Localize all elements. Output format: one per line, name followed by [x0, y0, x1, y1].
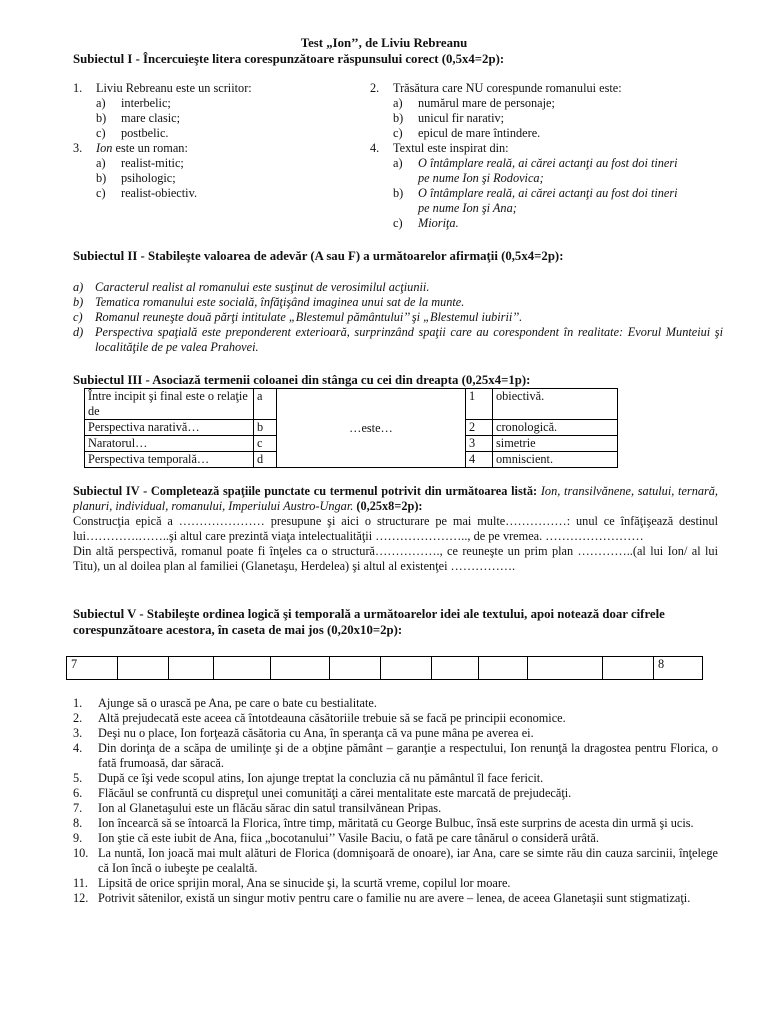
idea-item: 2. Altă prejudecată este aceea că întotdeauna căsătoriile trebuie să se facă pe principii economice. [73, 711, 566, 725]
answer-cell[interactable] [432, 657, 479, 680]
question-text: Liviu Rebreanu este un scriitor: [96, 81, 252, 95]
answer-cell[interactable] [118, 657, 169, 680]
s1-question-2: 2. Trăsătura care NU corespunde romanului este: [370, 81, 622, 95]
answer-cell[interactable] [214, 657, 271, 680]
idea-item: 1. Ajunge să o urască pe Ana, pe care o bate cu bestialitate. [73, 696, 377, 710]
question-text: Trăsătura care NU corespunde romanului este: [393, 81, 622, 95]
idea-item: 9. Ion ştie că este iubit de Ana, fiica „bocotanului’’ Vasile Baciu, o fată pe care tânărul o consideră urâtă. [73, 831, 599, 845]
association-table [84, 388, 618, 468]
option-1c[interactable]: c) postbelic. [96, 126, 169, 140]
right-number: 4 [466, 452, 493, 468]
table-row [85, 389, 618, 420]
s3-heading: Subiectul III - Asociază termenii coloanei din stânga cu cei din dreapta (0,25x4=1p): [73, 373, 531, 387]
s1-left-column [73, 81, 353, 201]
statement-d: d) Perspectiva spaţială este preponderent exterioară, surprinzând spaţii care au corespondent în realitate: Evorul Munteiui şi localităţile de pe valea Prahovei. [73, 325, 723, 354]
left-letter: c [254, 436, 277, 452]
answer-cell[interactable] [381, 657, 432, 680]
right-term: cronologică. [493, 420, 618, 436]
idea-item: 8. Ion încearcă să se întoarcă la Florica, între timp, măritată cu George Bulbuc, însă este surprins de acesta din urmă şi ucis. [73, 816, 694, 830]
answer-cell[interactable] [479, 657, 528, 680]
s4-paragraph-1[interactable]: Construcţia epică a ………………… presupune şi aici o structurare pe mai multe……………: unul ce înfăţişează destinul lui………….……..şi altul care prezintă viaţa intelectualităţii ………………….., de pe vremea. …………………… [73, 514, 718, 543]
s4-paragraph-2[interactable]: Din altă perspectivă, romanul poate fi înţeles ca o structură……………., ce reuneşte un prim plan …………..(al lui Ion/ al lui Titu), un al doilea plan al familiei (Glanetaşu, Herdelea) şi altul al existenţei ……………. [73, 544, 718, 573]
option-2b[interactable]: b) unicul fir narativ; [393, 111, 505, 125]
answer-cell[interactable] [271, 657, 330, 680]
idea-item: 4. Din dorinţa de a scăpa de umilinţe şi de a obţine pământ – garanţie a respectului, Ion renunţă la dragostea pentru Florica, o fată frumoasă, dar săracă. [73, 741, 718, 770]
idea-item: 10. La nuntă, Ion joacă mai mult alături de Florica (domnişoară de onoare), iar Ana, care se simte rău din cauza sarcinii, înţelege că Ion încă o iubeşte pe cealaltă. [73, 846, 718, 875]
left-letter: a [254, 389, 277, 420]
right-term: simetrie [493, 436, 618, 452]
left-term: Naratorul… [85, 436, 254, 452]
s1-question-1: 1. Liviu Rebreanu este un scriitor: [73, 81, 252, 95]
s4-heading-line [73, 484, 718, 514]
idea-item: 11. Lipsită de orice sprijin moral, Ana se sinucide şi, la scurtă vreme, copilul lor moare. [73, 876, 511, 890]
answer-cell[interactable]: 7 [67, 657, 118, 680]
s4-heading: Subiectul IV - Completează spaţiile punctate cu termenul potrivit din următoarea listă: [73, 484, 538, 498]
option-1a[interactable]: a) interbelic; [96, 96, 171, 110]
idea-item: 7. Ion al Glanetaşului este un flăcău sărac din satul transilvănean Pripas. [73, 801, 442, 815]
left-term: Între incipit şi final este o relaţie de [85, 389, 254, 420]
statement-c: c) Romanul reuneşte două părţi intitulate „Blestemul pământului’’ şi „Blestemul iubirii’’. [73, 310, 523, 324]
statement-a: a) Caracterul realist al romanului este susţinut de verosimilul acţiunii. [73, 280, 430, 294]
option-3c[interactable]: c) realist-obiectiv. [96, 186, 198, 200]
answer-cell[interactable] [528, 657, 603, 680]
option-2a[interactable]: a) numărul mare de personaje; [393, 96, 555, 110]
statement-b: b) Tematica romanului este socială, înfăţişând imaginea unui sat de la munte. [73, 295, 465, 309]
answer-row [67, 657, 703, 680]
option-2c[interactable]: c) epicul de mare întindere. [393, 126, 541, 140]
s2-heading: Subiectul II - Stabileşte valoarea de adevăr (A sau F) a următoarelor afirmaţii (0,5x4=2p): [73, 249, 564, 263]
s1-heading: Subiectul I - Încercuieşte litera corespunzătoare răspunsului corect (0,5x4=2p): [73, 52, 505, 66]
s1-question-4: 4. Textul este inspirat din: [370, 141, 509, 155]
right-number: 3 [466, 436, 493, 452]
novel-title: Ion [96, 141, 113, 155]
s5-ideas-list [73, 696, 718, 906]
answer-cell[interactable]: 8 [654, 657, 703, 680]
right-number: 2 [466, 420, 493, 436]
answer-cell[interactable] [169, 657, 214, 680]
s1-right-column [370, 81, 710, 231]
right-term: obiectivă. [493, 389, 618, 420]
option-3a[interactable]: a) realist-mitic; [96, 156, 184, 170]
idea-item: 5. După ce îşi vede scopul atins, Ion ajunge treptat la concluzia că nu pământul îl face fericit. [73, 771, 544, 785]
idea-item: 12. Potrivit sătenilor, există un singur motiv pentru care o familie nu are avere – lenea, de aceea Glanetaşii sunt stigmatizaţi. [73, 891, 691, 905]
option-4c[interactable]: c) Mioriţa. [393, 216, 459, 230]
question-text: este un roman: [112, 141, 188, 155]
s1-question-3: 3. Ion este un roman: [73, 141, 188, 155]
order-answer-box [66, 656, 703, 680]
page-title: Test „Ion’’, de Liviu Rebreanu [300, 36, 468, 50]
left-letter: d [254, 452, 277, 468]
answer-cell[interactable] [603, 657, 654, 680]
option-1b[interactable]: b) mare clasic; [96, 111, 181, 125]
idea-item: 6. Flăcăul se confruntă cu dispreţul unei comunităţi a cărei mentalitate este marcată de prejudecăţi. [73, 786, 572, 800]
s4-block [73, 484, 718, 574]
left-term: Perspectiva narativă… [85, 420, 254, 436]
answer-cell[interactable] [330, 657, 381, 680]
question-text: Textul este inspirat din: [393, 141, 509, 155]
s4-points: (0,25x8=2p): [356, 499, 423, 513]
left-term: Perspectiva temporală… [85, 452, 254, 468]
idea-item: 3. Deşi nu o place, Ion forţează căsătoria cu Ana, în speranţa că va pune mâna pe averea ei. [73, 726, 534, 740]
option-3b[interactable]: b) psihologic; [96, 171, 176, 185]
option-4a[interactable]: a) O întâmplare reală, ai cărei actanţi au fost doi tineri pe nume Ion şi Rodovica; [393, 156, 678, 185]
s5-heading: Subiectul V - Stabileşte ordinea logică şi temporală a următoarelor idei ale textului, apoi notează doar cifrele corespunzătoare acestora, în caseta de mai jos (0,20x10=2p): [73, 607, 665, 637]
right-number: 1 [466, 389, 493, 420]
s4-word-list: Ion, transilvănene, satului, ternară, planuri, individual, romanului, Imperiului Austro-Ungar. [73, 484, 719, 513]
left-letter: b [254, 420, 277, 436]
right-term: omniscient. [493, 452, 618, 468]
option-4b[interactable]: b) O întâmplare reală, ai cărei actanţi au fost doi tineri pe nume Ion şi Ana; [393, 186, 678, 215]
s2-statements [73, 280, 723, 355]
middle-link: …este… [277, 389, 466, 468]
